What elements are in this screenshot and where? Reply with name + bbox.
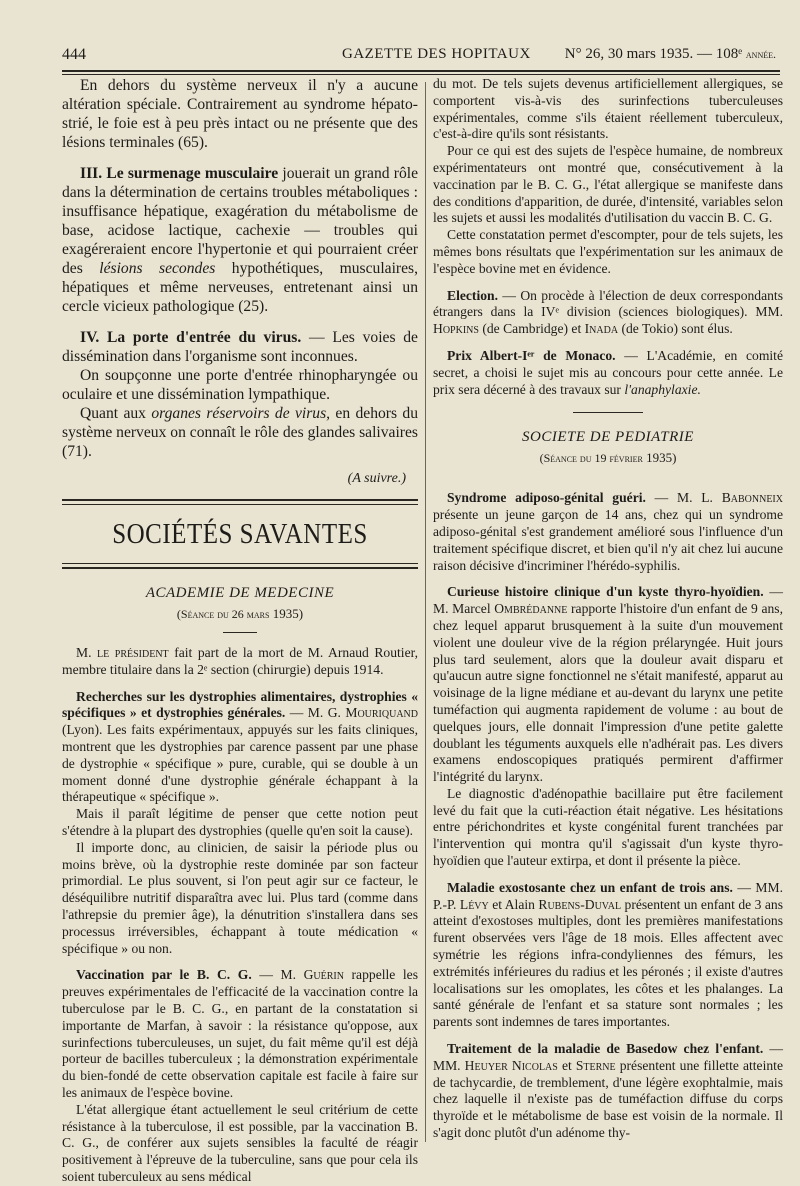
- paragraph: IV. La porte d'entrée du virus. — Les voies de dissémination dans l'organisme sont inconnues.: [62, 329, 418, 365]
- pediatrics-report: [433, 490, 783, 1141]
- society-title: SOCIETE DE PEDIATRIE: [522, 429, 694, 446]
- short-rule: [223, 632, 257, 633]
- issue-number: N° 26, 30 mars 1935. — 108ᵉ: [564, 46, 743, 62]
- session-date: (Séance du 19 février 1935): [539, 450, 677, 466]
- paragraph: Election. — On procède à l'élection de deux correspondants étrangers dans la IVᵉ division (sciences biologiques). MM. Hopkins (de Cambridge) et Inada (de Tokio) sont élus.: [433, 287, 783, 337]
- page-number: 444: [62, 46, 86, 63]
- article-continuation: [62, 76, 418, 487]
- paragraph: Cette constatation permet d'escompter, pour de tels sujets, les mêmes bons résultats que l'expérimentation sur les animaux de l'espèce bovine met en évidence.: [433, 227, 783, 276]
- short-rule: [573, 412, 643, 413]
- paragraph: Curieuse histoire clinique d'un kyste thyro-hyoïdien. — M. Marcel Ombrédanne rapporte l'histoire d'un enfant de 9 ans, chez lequel apparut brusquement à la suite d'un mouvement violent une douleur vive de la région prélaryngée. Huit jours plus tard seulement, alors que la douleur avait disparu et qu'aucun autre signe fonctionnel ne s'était manifesté, apparut au voisinage de la ligne médiane et au-devant du larynx une petite tuméfaction qui augmenta rapidement de volume : au bout de quelques jours, elle donnait l'impression d'une petite galette doublant les téguments auxquels elle n'adhérait pas. Les divers examens endoscopiques pratiqués permirent d'affirmer l'intégrité du larynx.: [433, 584, 783, 785]
- subheading: Traitement de la maladie de Basedow chez l'enfant.: [447, 1041, 764, 1057]
- paragraph: Recherches sur les dystrophies alimentaires, dystrophies « spécifiques » et dystrophies générales. — M. G. Mouriquand (Lyon). Les faits expérimentaux, appuyés sur les faits cliniques, montrent que les dystrophies par carence passent par une phase de dystrophie « spécifique » pure, curable, qui se double à un moment donné d'une dystrophie générale échappant à la thérapeutique « spécifique ».: [62, 688, 418, 805]
- subheading: Curieuse histoire clinique d'un kyste thyro-hyoïdien.: [447, 584, 764, 600]
- session-date: (Séance du 26 mars 1935): [176, 606, 304, 621]
- paragraph: M. le président fait part de la mort de M. Arnaud Routier, membre titulaire dans la 2ᵉ section (chirurgie) depuis 1914.: [62, 645, 418, 677]
- paragraph: Quant aux organes réservoirs de virus, en dehors du système nerveux on connaît le rôle des glandes salivaires (71).: [62, 405, 419, 460]
- header-rule-thin: [62, 74, 780, 75]
- column-divider: [425, 82, 426, 1142]
- paragraph: du mot. De tels sujets devenus artificiellement allergiques, se comportent vis-à-vis des surinfections tuberculeuses expérimentales, comme s'ils étaient réellement tuberculeux, c'est-à-dire qu'ils sont résistants.: [433, 76, 783, 142]
- paragraph: Il importe donc, au clinicien, de saisir la période plus ou moins brève, où la dystrophie reste dominée par son facteur primordial. Le plus souvent, si l'on peut agir sur ce facteur, le déséquilibre nutritif disparaîtra avec lui. Plus tard (comme dans l'athrepsie du premier âge), la dénutrition s'installera dans ses processus irréversibles, échappant à toute médication « spécifique » ou non.: [62, 839, 418, 956]
- issue-annee: année.: [745, 47, 776, 61]
- subheading: Maladie exostosante chez un enfant de trois ans.: [447, 879, 733, 895]
- paragraph: Maladie exostosante chez un enfant de trois ans. — MM. P.-P. Lévy et Alain Rubens-Duval présentent un enfant de 3 ans atteint d'exostoses multiples, dont les premières manifestations furent observées vers l'âge de 18 mois. Elles affectent avec symétrie les régions infra-condyliennes des fémurs, les extrémités inférieures du radius et les péronés ; il existe d'autres localisations sur les omoplates, les côtes et les phalanges. La santé générale de l'enfant et sa stature sont normales ; les parents sont indemnes de tares importantes.: [433, 879, 783, 1030]
- paragraph: L'état allergique étant actuellement le seul critérium de cette résistance à la tuberculose, il est possible, par la vaccination B. C. G., de conférer aux sujets sensibles la faculté de réagir positivement à l'épreuve de la tuberculine, sans que pour cela ils soient tuberculeux au sens médical: [62, 1101, 418, 1184]
- journal-title: GAZETTE DES HOPITAUX: [342, 46, 531, 62]
- paragraph: III. Le surmenage musculaire jouerait un grand rôle dans la détermination de certains troubles métaboliques : insuffisance hépatique, exagération du métabolisme de base, acidose lactique, cachexie — troubles qui exagéreraient encore l'hypertonie et qui pourraient créer des lésions secondes hypothétiques, musculaires, hépatiques et même nerveuses, entretenant ainsi un cercle vicieux pathologique (25).: [62, 165, 419, 315]
- issue-info: [565, 46, 776, 63]
- academy-report-cont: [433, 76, 783, 398]
- paragraph: Prix Albert-Iᵉʳ de Monaco. — L'Académie, en comité secret, a choisi le sujet mis au concours pour cette année. Le prix sera décerné à des travaux sur l'anaphylaxie.: [433, 347, 783, 397]
- section-rule: [62, 499, 418, 505]
- subheading: IV. La porte d'entrée du virus.: [80, 329, 302, 346]
- section-heading: SOCIÉTÉS SAVANTES: [112, 518, 368, 550]
- subheading: Prix Albert-Iᵉʳ de Monaco.: [447, 347, 616, 363]
- paragraph: Traitement de la maladie de Basedow chez l'enfant. — MM. Heuyer Nicolas et Sterne présentent une fillette atteinte de tachycardie, de tremblement, d'une légère exophtalmie, mais chez laquelle il n'existe pas de tuméfaction diffuse du corps thyroïde et le métabolisme de base est voisin de la normale. Il s'agit donc plutôt d'un adénome thy-: [433, 1041, 783, 1141]
- subheading: III. Le surmenage musculaire: [80, 165, 279, 182]
- paragraph: Vaccination par le B. C. G. — M. Guérin rappelle les preuves expérimentales de l'efficacité de la vaccination contre la tuberculose par le B. C. G., en partant de la constatation si importante de Marfan, à savoir : la résistance qu'oppose, aux surinfections tuberculeuses, un sujet, du fait même qu'il est déjà porteur de bacilles tuberculeux ; la démonstration expérimentale du bien-fondé de cette observation capitale est facile à faire sur les animaux de l'espèce bovine.: [62, 967, 418, 1100]
- society-title: ACADEMIE DE MEDECINE: [145, 585, 335, 601]
- subheading: Election.: [447, 287, 498, 303]
- right-column: [433, 76, 783, 1142]
- header-rule: [62, 70, 780, 72]
- page-header: [62, 40, 784, 68]
- academy-report: [62, 645, 418, 1186]
- subheading: Vaccination par le B. C. G.: [76, 967, 252, 983]
- paragraph: Pour ce qui est des sujets de l'espèce humaine, de nombreux expérimentateurs ont montré que, consécutivement à la vaccination par le B. C. G., l'état allergique se manifeste dans des conditions d'apparition, de durée, d'intensité, variables selon les sujets et aussi les modalités d'utilisation du vaccin B. C. G.: [433, 143, 783, 226]
- paragraph: Mais il paraît légitime de penser que cette notion peut s'étendre à la plupart des dystrophies (quelle qu'en soit la cause).: [62, 806, 418, 838]
- subheading: Syndrome adiposo-génital guéri.: [447, 490, 646, 506]
- left-column: [62, 76, 418, 1186]
- paragraph: On soupçonne une porte d'entrée rhinopharyngée ou oculaire et une dissémination lympathique.: [62, 367, 418, 403]
- paragraph: En dehors du système nerveux il n'y a aucune altération spéciale. Contrairement au syndrome hépato-strié, le foie est à peu près intact ou ne présente que des lésions terminales (65).: [62, 77, 418, 151]
- subheading: Recherches sur les dystrophies alimentaires, dystrophies « spécifiques » et dystrophies générales.: [62, 688, 418, 721]
- paragraph: Syndrome adiposo-génital guéri. — M. L. Babonneix présente un jeune garçon de 14 ans, chez qui un syndrome adiposo-génital s'est grandement amélioré sous l'influence d'un traitement spécifique discret, et bien qu'il n'y ait chez lui aucune raison décisive d'incriminer l'hérédo-syphilis.: [433, 490, 783, 573]
- paragraph: Le diagnostic d'adénopathie bacillaire put être facilement levé du fait que la cuti-réaction était négative. Les hésitations entre périchondrites et kyste congénital furent tranchées par l'intervention qui montra qu'il s'agissait d'un kyste thyro-hyoïdien que l'auteur extirpa, et dont il présente la pièce.: [433, 785, 783, 869]
- section-rule: [62, 563, 418, 569]
- to-be-continued: (A suivre.): [347, 471, 406, 486]
